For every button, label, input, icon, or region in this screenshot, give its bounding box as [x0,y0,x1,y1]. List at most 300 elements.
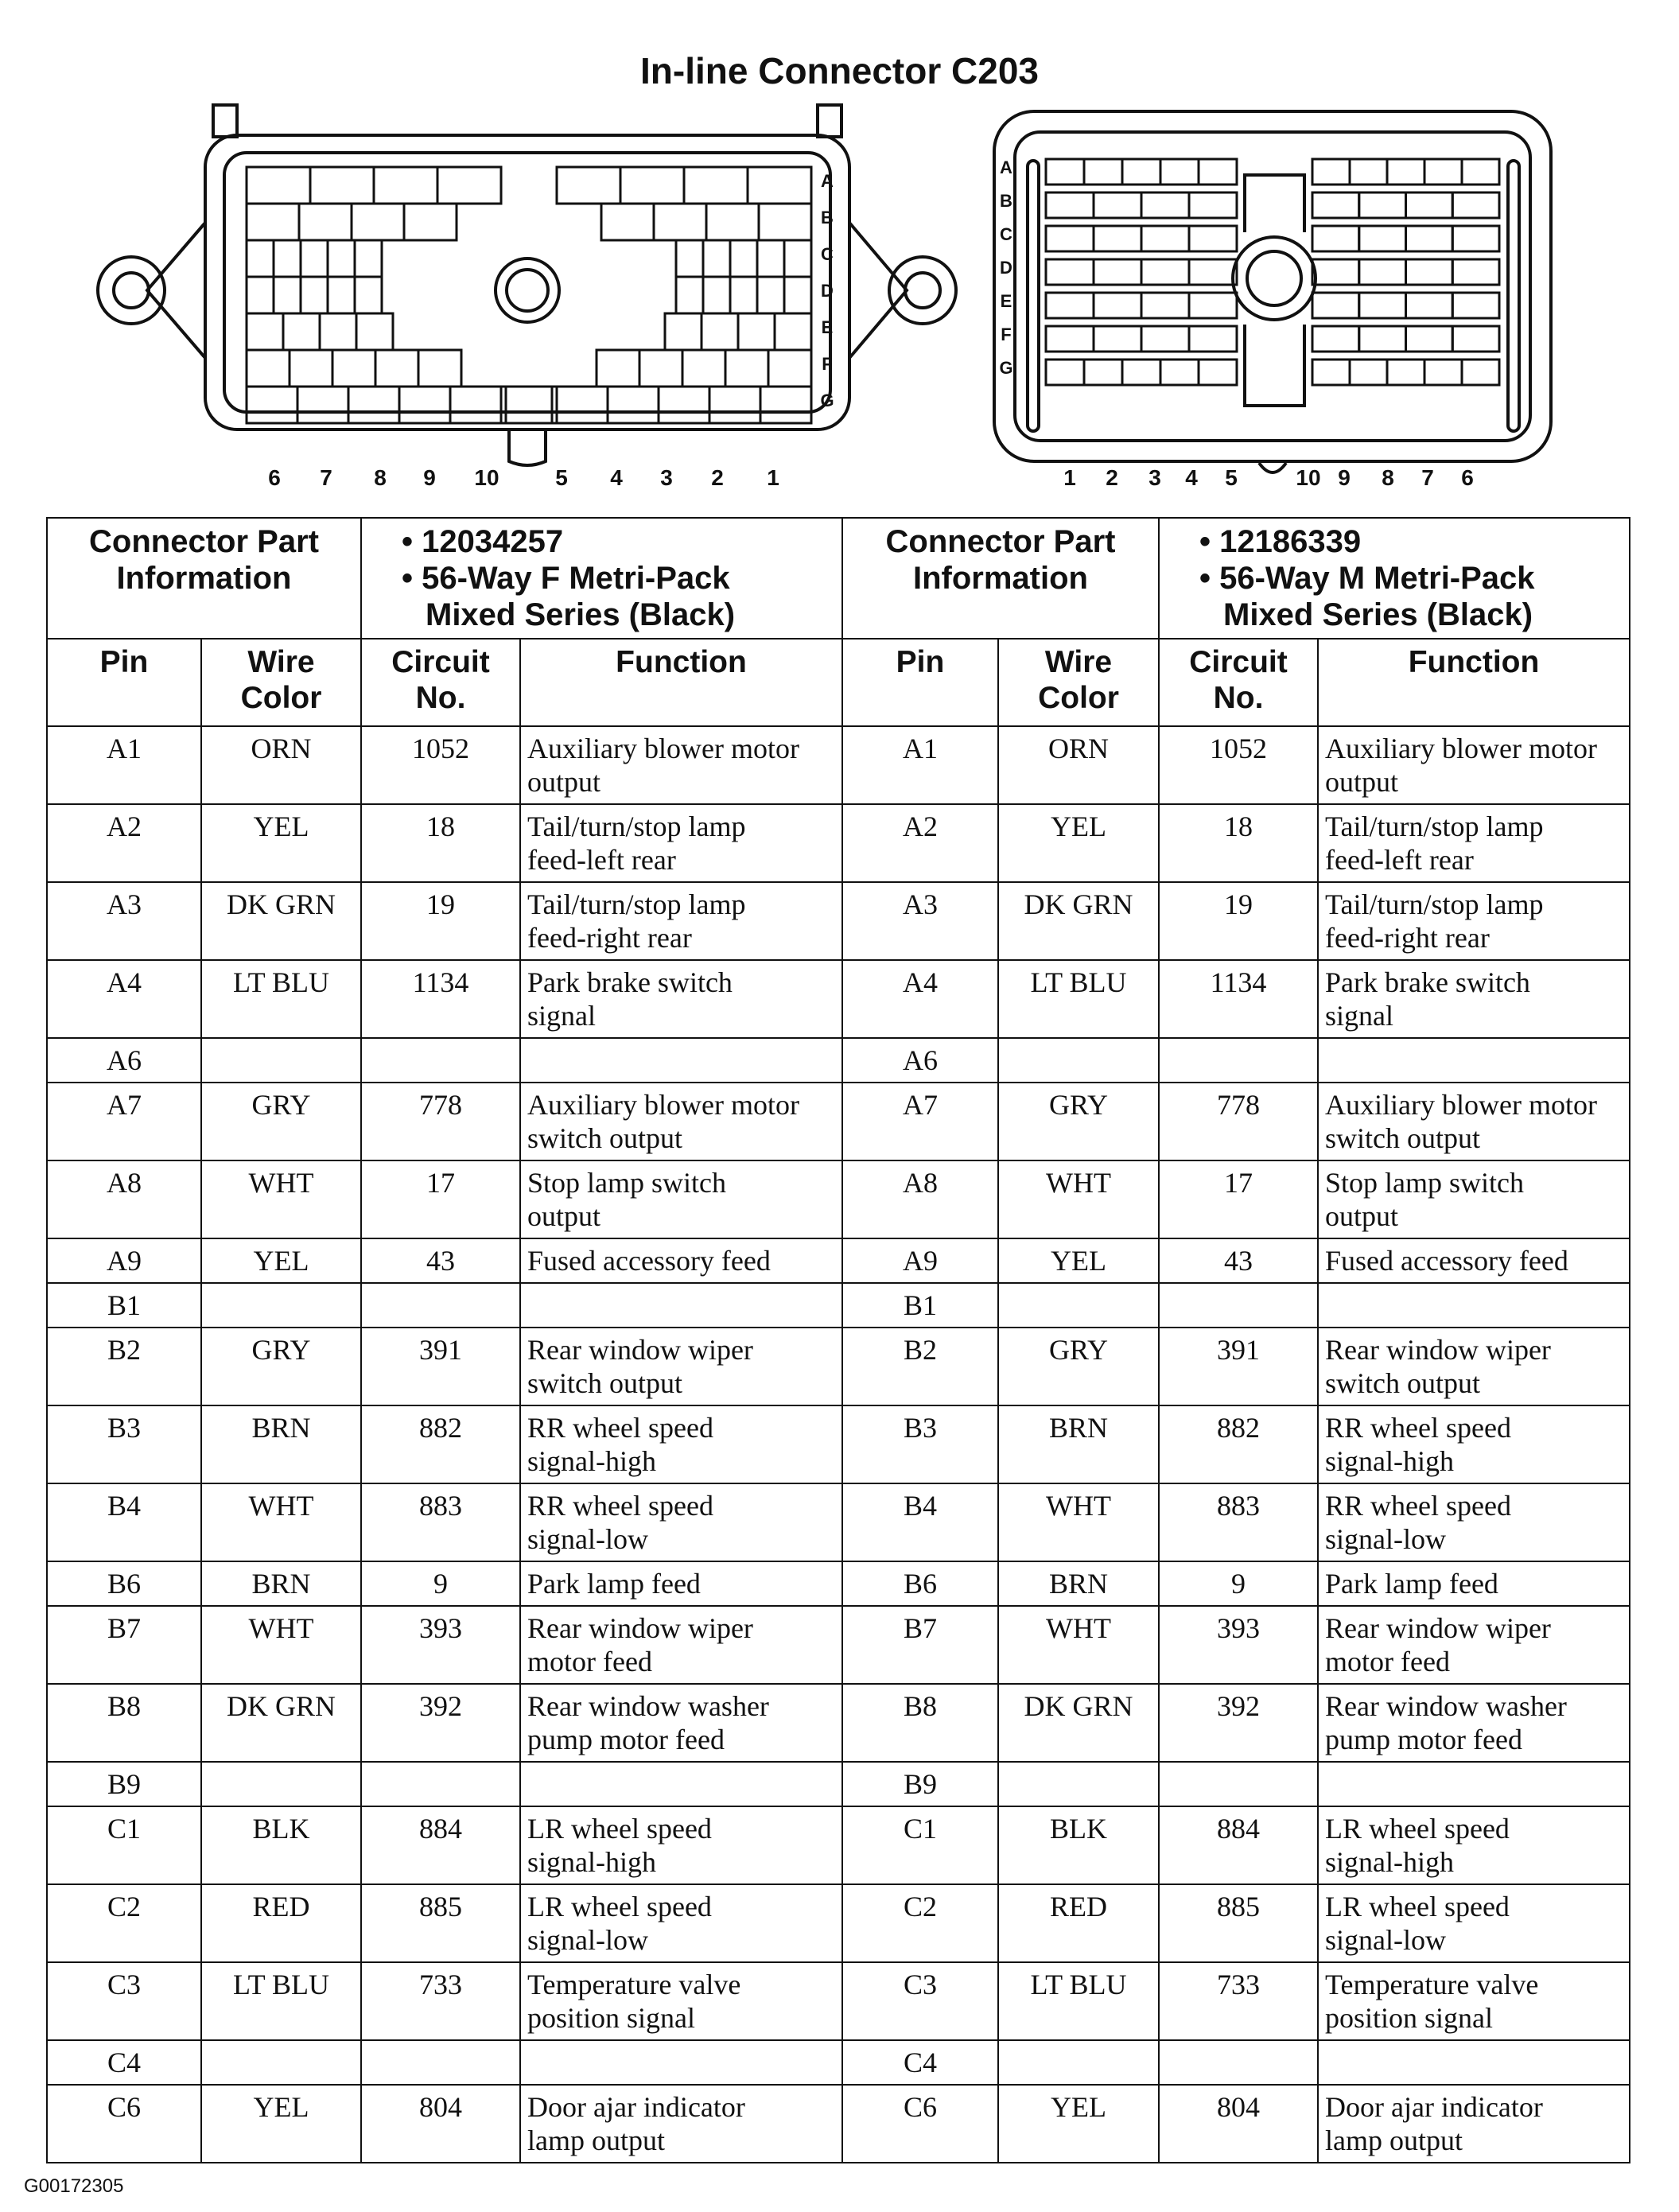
pin-cell: A1 [47,726,201,804]
function-cell: Door ajar indicator lamp output [1318,2085,1630,2163]
circuit-cell: 1052 [361,726,520,804]
function-cell: Stop lamp switch output [1318,1160,1630,1238]
row-letter: F [1001,325,1012,344]
col-circuit: Circuit No. [1159,639,1318,726]
wire-color-cell: LT BLU [998,1962,1159,2040]
circuit-cell: 392 [361,1684,520,1762]
cavity [1312,259,1359,285]
pin-number: 1 [767,465,779,490]
wire-color-cell: YEL [201,2085,361,2163]
circuit-cell: 392 [1159,1684,1318,1762]
circuit-cell: 19 [1159,882,1318,960]
pin-cell: B6 [842,1561,998,1606]
cavity [639,350,682,387]
cavity [1387,360,1424,385]
function-cell: LR wheel speed signal-high [520,1806,842,1884]
wire-color-cell [201,1283,361,1328]
pin-cell: C2 [47,1884,201,1962]
function-cell: Rear window wiper switch output [1318,1328,1630,1405]
wire-color-cell: YEL [998,2085,1159,2163]
function-cell: Tail/turn/stop lamp feed-right rear [1318,882,1630,960]
cavity [738,313,775,350]
wire-color-cell: BRN [998,1561,1159,1606]
row-letter: E [1000,291,1012,311]
pin-number: 3 [660,465,673,490]
row-letter: F [822,354,833,374]
wire-color-cell [998,1762,1159,1806]
wire-color-cell: GRY [201,1083,361,1160]
wire-color-cell: BLK [201,1806,361,1884]
cavity [1406,326,1453,352]
function-cell: Rear window wiper switch output [520,1328,842,1405]
circuit-cell [361,2040,520,2085]
pin-cell: B4 [842,1483,998,1561]
cavity [320,313,356,350]
pin-number: 10 [1296,465,1321,490]
cavity [1141,226,1189,251]
function-cell [1318,1762,1630,1806]
row-letter: B [1000,191,1012,211]
cavity [1189,259,1237,285]
circuit-cell: 9 [1159,1561,1318,1606]
function-cell: Stop lamp switch output [520,1160,842,1238]
pin-cell: A1 [842,726,998,804]
pin-cell: C3 [842,1962,998,2040]
pin-number: 9 [1338,465,1351,490]
cavity [247,240,274,277]
circuit-cell [361,1762,520,1806]
pin-cell: A4 [842,960,998,1038]
cavity [1122,360,1160,385]
cavity [1359,226,1406,251]
wire-color-cell: WHT [998,1160,1159,1238]
cavity [784,240,811,277]
wire-color-cell: RED [201,1884,361,1962]
cavity [1312,360,1350,385]
cavity [1046,293,1094,318]
pin-cell: C6 [47,2085,201,2163]
function-cell: Rear window wiper motor feed [520,1606,842,1684]
function-cell: Door ajar indicator lamp output [520,2085,842,2163]
col-circuit: Circuit No. [361,639,520,726]
pin-number: 6 [268,465,281,490]
pin-number: 9 [423,465,436,490]
col-function: Function [520,639,842,726]
function-cell [1318,1283,1630,1328]
pin-number: 5 [555,465,568,490]
pin-cell: A6 [842,1038,998,1083]
pin-cell: B3 [47,1405,201,1483]
cavity [1359,326,1406,352]
cavity [1359,192,1406,218]
pin-cell: A2 [842,804,998,882]
circuit-cell: 17 [1159,1160,1318,1238]
cavity [1462,159,1499,185]
cavity [1160,159,1199,185]
pinout-table [46,517,1630,2163]
circuit-cell: 17 [361,1160,520,1238]
pin-cell: B9 [842,1762,998,1806]
circuit-cell [1159,1283,1318,1328]
table-row [47,960,1630,1038]
cavity [301,277,328,313]
table-row [47,1283,1630,1328]
function-cell [1318,2040,1630,2085]
cavity [1350,360,1387,385]
table-row [47,1038,1630,1083]
row-letter: C [821,244,834,264]
row-letter: G [820,391,834,410]
wire-color-cell: DK GRN [201,882,361,960]
pin-cell: B8 [842,1684,998,1762]
function-cell [520,2040,842,2085]
row-letter: C [1000,224,1012,244]
cavity [301,240,328,277]
cavity [1141,326,1189,352]
pin-cell: A8 [47,1160,201,1238]
column-header-row [47,639,1630,726]
circuit-cell: 393 [1159,1606,1318,1684]
cavity [1452,259,1499,285]
function-cell: Rear window washer pump motor feed [520,1684,842,1762]
table-row [47,1405,1630,1483]
pin-cell: C3 [47,1962,201,2040]
wire-color-cell: LT BLU [998,960,1159,1038]
cavity [355,240,382,277]
wire-color-cell: DK GRN [998,882,1159,960]
circuit-cell: 885 [361,1884,520,1962]
col-wire-color: Wire Color [201,639,361,726]
row-letter: D [821,281,834,301]
cavity [620,167,684,204]
cavity [1084,360,1122,385]
wire-color-cell: YEL [998,804,1159,882]
function-cell: Auxiliary blower motor output [520,726,842,804]
cavity [676,277,703,313]
cavity [703,277,730,313]
col-wire-color: Wire Color [998,639,1159,726]
cavity [352,204,404,240]
pin-cell: B1 [842,1283,998,1328]
wire-color-cell: BLK [998,1806,1159,1884]
cavity [506,387,557,423]
circuit-cell: 804 [361,2085,520,2163]
cavity [348,387,399,423]
wire-color-cell: BRN [998,1405,1159,1483]
pin-cell: B7 [47,1606,201,1684]
cavity [684,167,748,204]
male-cavity-grid [1046,159,1499,385]
cavity [1462,360,1499,385]
male-pin-numbers [1063,465,1474,490]
wire-color-cell: YEL [201,1238,361,1283]
connector-info-row [47,518,1630,639]
function-cell [520,1762,842,1806]
table-row [47,1806,1630,1884]
cavity [437,167,501,204]
pin-cell: A3 [47,882,201,960]
cavity [328,240,355,277]
circuit-cell: 19 [361,882,520,960]
table-row [47,1328,1630,1405]
function-cell: RR wheel speed signal-low [1318,1483,1630,1561]
pin-cell: B2 [842,1328,998,1405]
circuit-cell: 1134 [361,960,520,1038]
pin-number: 8 [374,465,387,490]
pin-number: 4 [1185,465,1198,490]
circuit-cell: 43 [1159,1238,1318,1283]
function-cell: Fused accessory feed [1318,1238,1630,1283]
function-cell: Tail/turn/stop lamp feed-left rear [520,804,842,882]
cavity [557,387,608,423]
left-part-info: • 12034257 • 56-Way F Metri-Pack Mixed Series (Black) [361,518,842,639]
pin-cell: B1 [47,1283,201,1328]
cavity [1046,259,1094,285]
wire-color-cell [201,1762,361,1806]
cavity [682,350,725,387]
function-cell: Park lamp feed [1318,1561,1630,1606]
pin-cell: A2 [47,804,201,882]
cavity [1046,159,1084,185]
wire-color-cell [998,2040,1159,2085]
circuit-cell: 43 [361,1238,520,1283]
table-row [47,2085,1630,2163]
cavity [247,204,299,240]
function-cell: Auxiliary blower motor switch output [520,1083,842,1160]
cavity [703,240,730,277]
wire-color-cell [998,1038,1159,1083]
pin-cell: C6 [842,2085,998,2163]
wire-color-cell: WHT [998,1606,1159,1684]
female-pin-numbers [268,465,779,490]
col-function: Function [1318,639,1630,726]
circuit-cell: 18 [1159,804,1318,882]
circuit-cell: 391 [361,1328,520,1405]
wire-color-cell: BRN [201,1405,361,1483]
figure-code: G00172305 [24,2175,124,2197]
cavity [1094,326,1141,352]
function-cell: Rear window washer pump motor feed [1318,1684,1630,1762]
pin-cell: C4 [842,2040,998,2085]
table-row [47,726,1630,804]
function-cell: Fused accessory feed [520,1238,842,1283]
circuit-cell: 885 [1159,1884,1318,1962]
cavity [355,277,382,313]
circuit-cell [361,1038,520,1083]
pin-number: 2 [1106,465,1118,490]
table-row [47,1962,1630,2040]
function-cell: Tail/turn/stop lamp feed-right rear [520,882,842,960]
cavity [1094,226,1141,251]
pin-cell: A7 [47,1083,201,1160]
wire-color-cell: RED [998,1884,1159,1962]
function-cell [520,1038,842,1083]
function-cell: LR wheel speed signal-high [1318,1806,1630,1884]
cavity [659,387,709,423]
circuit-cell: 1052 [1159,726,1318,804]
cavity [768,350,811,387]
wire-color-cell: LT BLU [201,960,361,1038]
wire-color-cell: WHT [998,1483,1159,1561]
pin-cell: A4 [47,960,201,1038]
cavity [1141,293,1189,318]
function-cell: Park brake switch signal [520,960,842,1038]
cavity [702,313,738,350]
cavity [1350,159,1387,185]
cavity [1312,326,1359,352]
wire-color-cell: YEL [998,1238,1159,1283]
cavity [665,313,702,350]
cavity [775,313,811,350]
circuit-cell: 778 [361,1083,520,1160]
pin-number: 3 [1148,465,1161,490]
wire-color-cell: BRN [201,1561,361,1606]
table-row [47,1238,1630,1283]
pin-number: 6 [1461,465,1474,490]
pin-cell: B8 [47,1684,201,1762]
cavity [274,240,301,277]
cavity [748,167,811,204]
cavity [1084,159,1122,185]
pin-cell: B9 [47,1762,201,1806]
cavity [1189,226,1237,251]
row-letter: A [1000,157,1012,177]
circuit-cell: 804 [1159,2085,1318,2163]
cavity [1406,259,1453,285]
table-row [47,1160,1630,1238]
pin-cell: C1 [47,1806,201,1884]
row-letter: D [1000,258,1012,278]
function-cell: Park lamp feed [520,1561,842,1606]
table-row [47,1762,1630,1806]
pin-cell: A9 [842,1238,998,1283]
cavity [1094,293,1141,318]
pin-cell: A6 [47,1038,201,1083]
pin-number: 4 [610,465,623,490]
page-title: In-line Connector C203 [640,50,1039,91]
wire-color-cell [998,1283,1159,1328]
cavity [1199,159,1237,185]
function-cell: Auxiliary blower motor switch output [1318,1083,1630,1160]
pin-number: 7 [1421,465,1434,490]
cavity [274,277,301,313]
pin-cell: B6 [47,1561,201,1606]
cavity [1189,293,1237,318]
pin-cell: C4 [47,2040,201,2085]
circuit-cell: 1134 [1159,960,1318,1038]
cavity [1199,360,1237,385]
wire-color-cell: DK GRN [201,1684,361,1762]
cavity [283,313,320,350]
cavity [310,167,374,204]
cavity [1406,192,1453,218]
cavity [1189,326,1237,352]
circuit-cell: 883 [361,1483,520,1561]
wire-color-cell: WHT [201,1606,361,1684]
cavity [1312,226,1359,251]
cavity [784,277,811,313]
cavity [706,204,759,240]
wire-color-cell: WHT [201,1160,361,1238]
cavity [1094,192,1141,218]
table-row [47,882,1630,960]
cavity [654,204,706,240]
function-cell: LR wheel speed signal-low [520,1884,842,1962]
cavity [759,204,811,240]
circuit-cell: 733 [361,1962,520,2040]
cavity [332,350,375,387]
cavity [1122,159,1160,185]
cavity [1046,192,1094,218]
cavity [730,240,757,277]
wire-color-cell: GRY [998,1328,1159,1405]
male-row-letters [999,157,1012,378]
table-row [47,1606,1630,1684]
cavity [247,277,274,313]
pin-cell: A9 [47,1238,201,1283]
table-row [47,804,1630,882]
cavity [247,313,283,350]
cavity [297,387,348,423]
circuit-cell: 9 [361,1561,520,1606]
circuit-cell: 882 [1159,1405,1318,1483]
pin-cell: A8 [842,1160,998,1238]
cavity [1452,192,1499,218]
circuit-cell: 884 [1159,1806,1318,1884]
function-cell: RR wheel speed signal-high [520,1405,842,1483]
cavity [725,350,768,387]
col-pin: Pin [842,639,998,726]
cavity [1406,293,1453,318]
function-cell: Tail/turn/stop lamp feed-left rear [1318,804,1630,882]
row-letter: B [821,208,834,227]
function-cell: LR wheel speed signal-low [1318,1884,1630,1962]
cavity [1312,293,1359,318]
cavity [676,240,703,277]
cavity [501,387,552,423]
cavity [247,387,297,423]
pin-cell: A3 [842,882,998,960]
circuit-cell: 733 [1159,1962,1318,2040]
cavity [709,387,760,423]
function-cell: Park brake switch signal [1318,960,1630,1038]
row-letter: G [999,358,1013,378]
cavity [1046,226,1094,251]
cavity [1160,360,1199,385]
cavity [1359,293,1406,318]
circuit-cell [1159,1762,1318,1806]
cavity [1452,326,1499,352]
cavity [375,350,418,387]
cavity [1359,259,1406,285]
wire-color-cell: ORN [201,726,361,804]
wire-color-cell: GRY [201,1328,361,1405]
cavity [557,167,620,204]
circuit-cell: 18 [361,804,520,882]
function-cell: Auxiliary blower motor output [1318,726,1630,804]
cavity [1424,159,1462,185]
circuit-cell: 882 [361,1405,520,1483]
cavity [1141,259,1189,285]
table-row [47,1483,1630,1561]
cavity [399,387,450,423]
cavity [1452,226,1499,251]
cavity [450,387,501,423]
wire-color-cell: GRY [998,1083,1159,1160]
function-cell [520,1283,842,1328]
pin-cell: C1 [842,1806,998,1884]
cavity [601,204,654,240]
